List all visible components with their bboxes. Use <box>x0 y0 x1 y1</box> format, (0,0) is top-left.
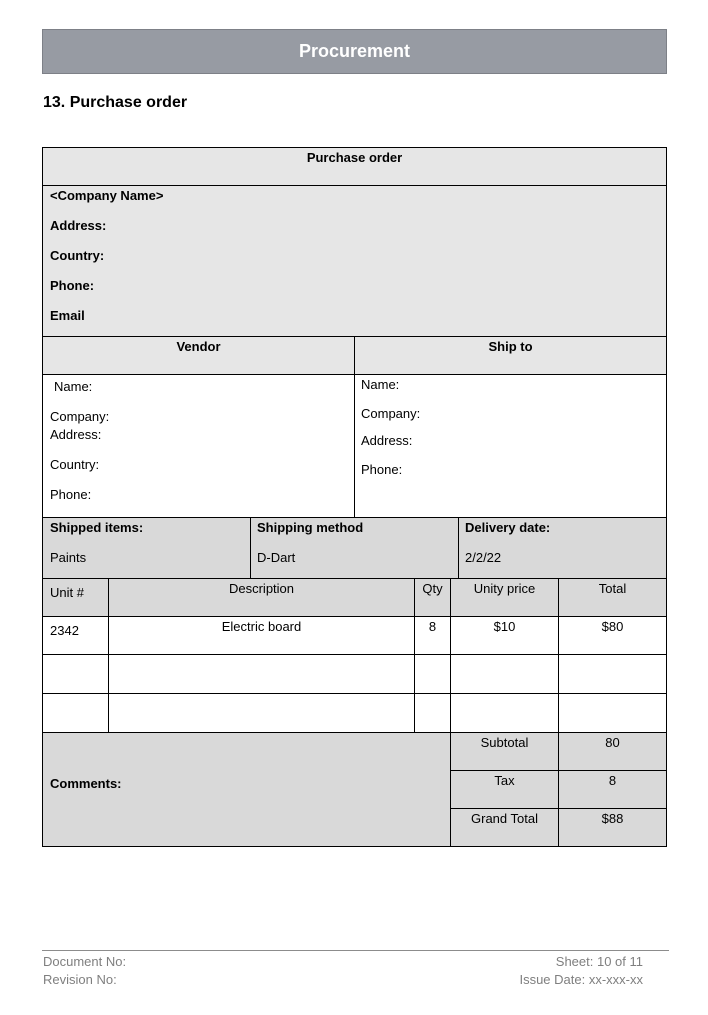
shipped-items-label: Shipped items: <box>50 520 144 535</box>
section-title: 13. Purchase order <box>43 94 188 111</box>
ship-to-company-label: Company: <box>361 406 421 421</box>
form-title: Purchase order <box>306 150 403 165</box>
vendor-company-label: Company: <box>50 409 110 424</box>
col-qty-label: Qty <box>422 581 443 596</box>
company-email-label: Email <box>50 308 85 323</box>
ship-to-phone-label: Phone: <box>361 462 403 477</box>
grand-total-label: Grand Total <box>471 811 538 826</box>
grand-total-value: $88 <box>601 811 624 826</box>
row-3-qty-cell <box>414 693 451 733</box>
sheet-number: Sheet: 10 of 11 <box>555 954 643 969</box>
company-country-label: Country: <box>50 248 105 263</box>
col-unit-price-label: Unity price <box>473 581 536 596</box>
issue-date: Issue Date: xx-xxx-xx <box>519 972 643 987</box>
company-block <box>42 185 667 337</box>
row-2-unit-cell <box>42 654 109 694</box>
ship-to-address-label: Address: <box>361 433 413 448</box>
shipping-method-label: Shipping method <box>257 520 364 535</box>
row-3-unit-cell <box>42 693 109 733</box>
footer-divider <box>42 950 669 951</box>
row-2-qty-cell <box>414 654 451 694</box>
ship-to-heading: Ship to <box>488 339 533 354</box>
delivery-date-value: 2/2/22 <box>465 550 502 565</box>
company-address-label: Address: <box>50 218 107 233</box>
row-3-total-cell <box>558 693 667 733</box>
shipped-items-value: Paints <box>50 550 87 565</box>
company-phone-label: Phone: <box>50 278 95 293</box>
row-1-qty: 8 <box>428 619 437 634</box>
col-unit-label: Unit # <box>50 585 84 600</box>
vendor-phone-label: Phone: <box>50 487 92 502</box>
row-1-unit: 2342 <box>50 623 79 638</box>
vendor-heading: Vendor <box>176 339 221 354</box>
vendor-name-label: Name: <box>54 379 93 394</box>
row-2-total-cell <box>558 654 667 694</box>
page-banner: Procurement <box>42 29 667 74</box>
comments-label: Comments: <box>50 776 122 791</box>
delivery-date-label: Delivery date: <box>465 520 551 535</box>
subtotal-value: 80 <box>605 735 620 750</box>
shipping-method-value: D-Dart <box>257 550 296 565</box>
tax-label: Tax <box>494 773 515 788</box>
tax-value: 8 <box>608 773 617 788</box>
row-1-unit-price: $10 <box>493 619 516 634</box>
row-1-description: Electric board <box>221 619 302 634</box>
vendor-country-label: Country: <box>50 457 100 472</box>
vendor-address-label: Address: <box>50 427 102 442</box>
row-3-unit-price-cell <box>450 693 559 733</box>
subtotal-label: Subtotal <box>480 735 529 750</box>
col-total-label: Total <box>598 581 627 596</box>
col-description-label: Description <box>228 581 295 596</box>
row-3-description-cell <box>108 693 415 733</box>
revision-no: Revision No: <box>43 972 117 987</box>
document-no: Document No: <box>43 954 127 969</box>
company-name: <Company Name> <box>50 188 164 203</box>
ship-to-name-label: Name: <box>361 377 400 392</box>
row-2-description-cell <box>108 654 415 694</box>
row-1-total: $80 <box>601 619 624 634</box>
row-2-unit-price-cell <box>450 654 559 694</box>
